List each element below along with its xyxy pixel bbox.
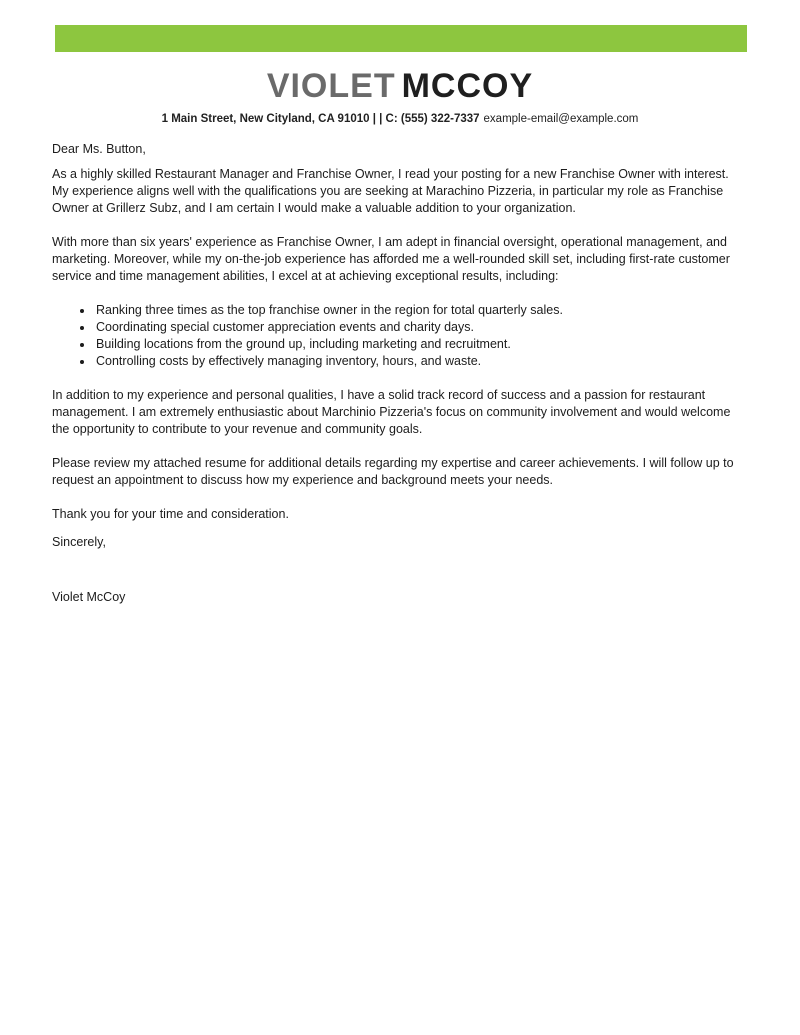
contact-address-phone: 1 Main Street, New Cityland, CA 91010 | | C: (555) 322-7337: [161, 113, 480, 125]
contact-email: example-email@example.com: [483, 113, 639, 125]
header-accent-bar: [55, 25, 747, 52]
achievements-list: [52, 302, 748, 370]
list-item: • Coordinating special customer appreciation events and charity days.: [94, 319, 748, 336]
paragraph-qualities: In addition to my experience and personal qualities, I have a solid track record of success and a passion for restaurant management. I am extremely enthusiastic about Marchinio Pizzeria's focus on community involvement and would welcome the opportunity to contribute to your revenue and community goals.: [52, 388, 731, 436]
list-item: • Ranking three times as the top franchise owner in the region for total quarterly sales.: [94, 302, 748, 319]
paragraph-follow-up: Please review my attached resume for additional details regarding my expertise and career achievements. I will follow up to request an appointment to discuss how my experience and background meets your needs.: [52, 456, 734, 487]
thank-you-line: Thank you for your time and consideration.: [52, 507, 289, 521]
list-item: • Building locations from the ground up, including marketing and recruitment.: [94, 336, 748, 353]
signature: Violet McCoy: [52, 590, 126, 604]
paragraph-experience: With more than six years' experience as Franchise Owner, I am adept in financial oversight, operational management, and marketing. Moreover, while my on-the-job experience has afforded me a well-rounded skill set, including first-rate customer service and time management abilities, I excel at at achieving exceptional results, including:: [52, 235, 730, 283]
page-title: [0, 68, 800, 105]
closing: Sincerely,: [52, 535, 106, 549]
letter-body: [52, 141, 748, 623]
first-name: VIOLET: [266, 67, 396, 105]
list-item: • Controlling costs by effectively managing inventory, hours, and waste.: [94, 353, 748, 370]
last-name: MCCOY: [401, 67, 534, 105]
salutation: Dear Ms. Button,: [52, 142, 146, 156]
paragraph-intro: As a highly skilled Restaurant Manager and Franchise Owner, I read your posting for a new Franchise Owner with interest. My experience aligns well with the qualifications you are seeking at Marachino Pizzeria, in particular my role as Franchise Owner at Grillerz Subz, and I am certain I would make a valuable addition to your organization.: [52, 167, 729, 215]
contact-line: [0, 113, 800, 125]
